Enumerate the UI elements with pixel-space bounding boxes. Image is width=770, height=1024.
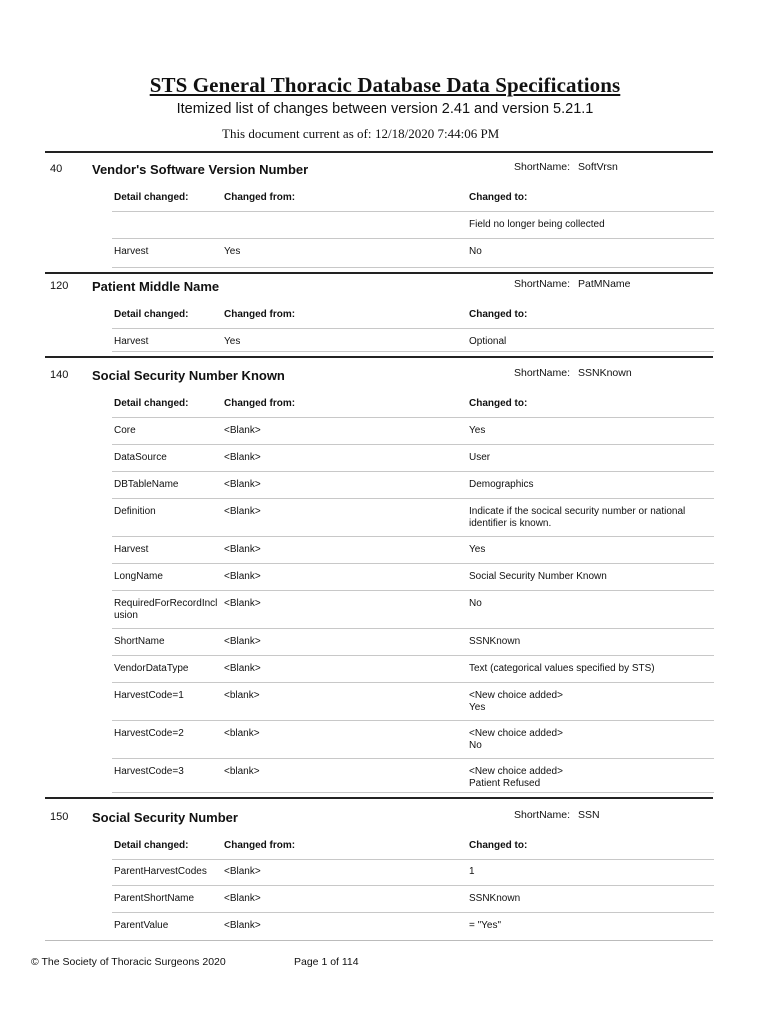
changed-from-cell: <Blank>	[224, 571, 261, 582]
row-divider	[112, 444, 714, 445]
detail-cell: Core	[114, 425, 136, 436]
changed-to-cell: <New choice added> Yes	[469, 690, 563, 713]
changed-from-cell: <blank>	[224, 728, 260, 739]
column-header-from: Changed from:	[224, 840, 296, 851]
column-header-detail: Detail changed:	[114, 840, 189, 851]
changed-from-cell: <Blank>	[224, 506, 261, 517]
detail-cell: LongName	[114, 571, 163, 582]
row-divider	[112, 328, 714, 329]
footer-page-number: Page 1 of 114	[294, 956, 359, 968]
changed-to-cell: User	[469, 452, 491, 463]
changed-to-cell: Field no longer being collected	[469, 219, 605, 230]
short-name-label: ShortName:	[514, 278, 571, 290]
short-name-value: SoftVrsn	[578, 161, 618, 173]
section-number: 120	[50, 280, 69, 292]
row-divider	[112, 720, 714, 721]
row-divider	[112, 417, 714, 418]
section-rule	[45, 797, 713, 799]
row-divider	[112, 211, 714, 212]
section-title: Social Security Number	[92, 810, 238, 825]
column-header-from: Changed from:	[224, 398, 296, 409]
section-rule	[45, 272, 713, 274]
document-title: STS General Thoracic Database Data Specifications	[149, 73, 621, 97]
section-number: 40	[50, 163, 63, 175]
changed-to-cell: <New choice added> Patient Refused	[469, 766, 563, 789]
short-name-value: SSNKnown	[578, 367, 632, 379]
column-header-detail: Detail changed:	[114, 192, 189, 203]
changed-from-cell: Yes	[224, 246, 241, 257]
row-divider	[112, 536, 714, 537]
detail-cell: RequiredForRecordInclusion	[114, 598, 218, 621]
changed-from-cell: <Blank>	[224, 636, 261, 647]
detail-cell: HarvestCode=2	[114, 728, 184, 739]
changed-from-cell: Yes	[224, 336, 241, 347]
row-divider	[112, 758, 714, 759]
detail-cell: Harvest	[114, 246, 149, 257]
changed-from-cell: <Blank>	[224, 598, 261, 609]
row-divider	[112, 859, 714, 860]
row-divider	[112, 590, 714, 591]
changed-from-cell: <Blank>	[224, 479, 261, 490]
row-divider	[112, 471, 714, 472]
changed-from-cell: <Blank>	[224, 544, 261, 555]
changed-from-cell: <Blank>	[224, 866, 261, 877]
detail-cell: VendorDataType	[114, 663, 189, 674]
changed-from-cell: <Blank>	[224, 663, 261, 674]
changed-to-cell: Social Security Number Known	[469, 571, 607, 582]
row-divider	[112, 912, 714, 913]
changed-to-cell: <New choice added> No	[469, 728, 563, 751]
changed-from-cell: <Blank>	[224, 920, 261, 931]
short-name-value: PatMName	[578, 278, 631, 290]
column-header-from: Changed from:	[224, 309, 296, 320]
row-divider	[112, 655, 714, 656]
detail-cell: HarvestCode=1	[114, 690, 184, 701]
current-as-of-label: This document current as of:	[222, 126, 372, 141]
detail-cell: ParentHarvestCodes	[114, 866, 207, 877]
column-header-to: Changed to:	[469, 192, 528, 203]
short-name-label: ShortName:	[514, 367, 571, 379]
current-as-of-value: 12/18/2020 7:44:06 PM	[375, 126, 500, 141]
section-number: 150	[50, 811, 69, 823]
detail-cell: Harvest	[114, 544, 149, 555]
section-title: Social Security Number Known	[92, 368, 285, 383]
changed-to-cell: SSNKnown	[469, 636, 521, 647]
row-divider	[112, 885, 714, 886]
detail-cell: DBTableName	[114, 479, 179, 490]
changed-from-cell: <Blank>	[224, 893, 261, 904]
changed-to-cell: Yes	[469, 425, 486, 436]
section-number: 140	[50, 369, 69, 381]
row-divider	[112, 628, 714, 629]
changed-from-cell: <Blank>	[224, 425, 261, 436]
footer-copyright: © The Society of Thoracic Surgeons 2020	[31, 956, 226, 968]
detail-cell: Harvest	[114, 336, 149, 347]
changed-to-cell: 1	[469, 866, 475, 877]
row-divider	[112, 792, 714, 793]
section-rule	[45, 356, 713, 358]
changed-to-cell: = "Yes"	[469, 920, 502, 931]
changed-to-cell: No	[469, 598, 482, 609]
detail-cell: HarvestCode=3	[114, 766, 184, 777]
row-divider	[112, 351, 714, 352]
document-subtitle: Itemized list of changes between version 2.41 and version 5.21.1	[176, 101, 594, 117]
column-header-to: Changed to:	[469, 840, 528, 851]
row-divider	[112, 682, 714, 683]
section-title: Patient Middle Name	[92, 279, 220, 294]
footer-rule	[45, 940, 713, 941]
short-name-value: SSN	[578, 809, 600, 821]
column-header-to: Changed to:	[469, 309, 528, 320]
detail-cell: ParentShortName	[114, 893, 195, 904]
row-divider	[112, 563, 714, 564]
detail-cell: ParentValue	[114, 920, 169, 931]
changed-from-cell: <Blank>	[224, 452, 261, 463]
changed-to-cell: Yes	[469, 544, 486, 555]
column-header-detail: Detail changed:	[114, 309, 189, 320]
changed-to-cell: Optional	[469, 336, 507, 347]
changed-to-cell: Demographics	[469, 479, 534, 490]
detail-cell: DataSource	[114, 452, 167, 463]
changed-from-cell: <blank>	[224, 690, 260, 701]
changed-to-cell: Indicate if the socical security number or national identifier is known.	[469, 506, 686, 529]
row-divider	[112, 238, 714, 239]
detail-cell: ShortName	[114, 636, 165, 647]
column-header-detail: Detail changed:	[114, 398, 189, 409]
row-divider	[112, 498, 714, 499]
column-header-from: Changed from:	[224, 192, 296, 203]
column-header-to: Changed to:	[469, 398, 528, 409]
changed-to-cell: No	[469, 246, 482, 257]
changed-from-cell: <blank>	[224, 766, 260, 777]
short-name-label: ShortName:	[514, 809, 571, 821]
short-name-label: ShortName:	[514, 161, 571, 173]
changed-to-cell: Text (categorical values specified by STS)	[469, 663, 655, 674]
section-title: Vendor's Software Version Number	[92, 162, 309, 177]
header-rule	[45, 151, 713, 153]
row-divider	[112, 267, 714, 268]
changed-to-cell: SSNKnown	[469, 893, 521, 904]
detail-cell: Definition	[114, 506, 156, 517]
